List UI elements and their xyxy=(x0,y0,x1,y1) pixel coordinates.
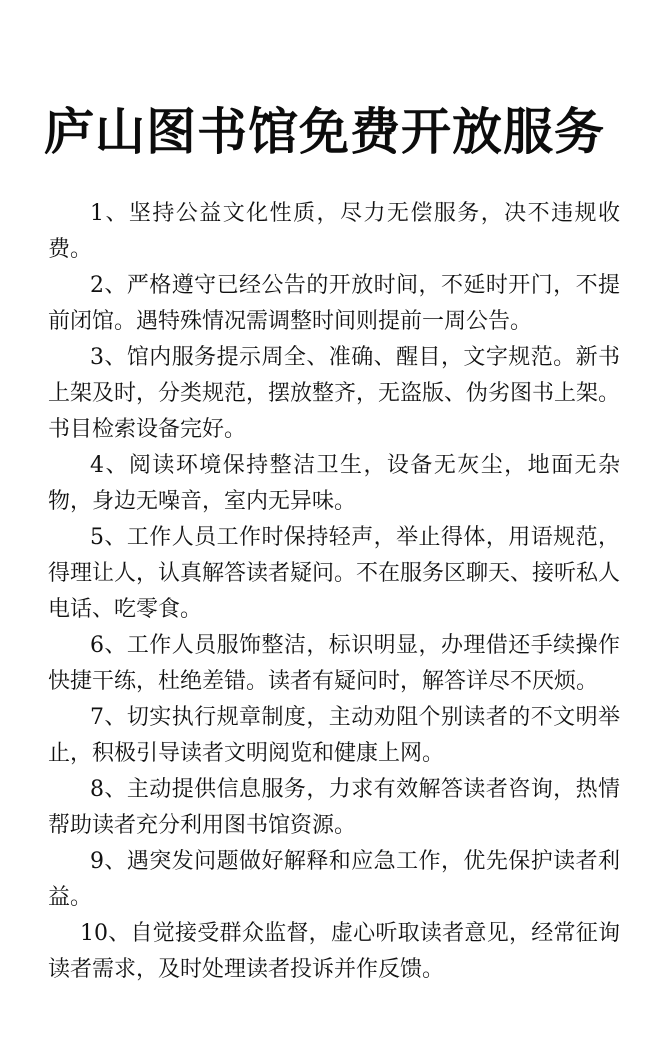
rule-item-3: 3、馆内服务提示周全、准确、醒目，文字规范。新书上架及时，分类规范，摆放整齐，无盗版、伪劣图书上架。书目检索设备完好。 xyxy=(48,345,621,442)
rule-item-2: 2、严格遵守已经公告的开放时间，不延时开门，不提前闭馆。遇特殊情况需调整时间则提前一周公告。 xyxy=(48,273,620,334)
rule-item-4: 4、阅读环境保持整洁卫生，设备无灰尘，地面无杂物，身边无噪音，室内无异味。 xyxy=(48,453,620,514)
service-rules-list xyxy=(48,196,620,988)
rule-item-5: 5、工作人员工作时保持轻声，举止得体，用语规范，得理让人，认真解答读者疑问。不在服务区聊天、接听私人电话、吃零食。 xyxy=(48,525,621,622)
rule-item-1: 1、坚持公益文化性质，尽力无偿服务，决不违规收费。 xyxy=(48,201,620,262)
rule-item-9: 9、遇突发问题做好解释和应急工作，优先保护读者利益。 xyxy=(48,849,620,910)
rule-item-8: 8、主动提供信息服务，力求有效解答读者咨询，热情帮助读者充分利用图书馆资源。 xyxy=(48,777,620,838)
rule-item-7: 7、切实执行规章制度，主动劝阻个别读者的不文明举止，积极引导读者文明阅览和健康上网。 xyxy=(48,705,620,766)
document-title: 庐山图书馆免费开放服务 xyxy=(44,103,605,161)
rule-item-10: 10、自觉接受群众监督，虚心听取读者意见，经常征询读者需求，及时处理读者投诉并作反馈。 xyxy=(48,921,620,982)
rule-item-6: 6、工作人员服饰整洁，标识明显，办理借还手续操作快捷干练，杜绝差错。读者有疑问时，解答详尽不厌烦。 xyxy=(48,633,620,694)
